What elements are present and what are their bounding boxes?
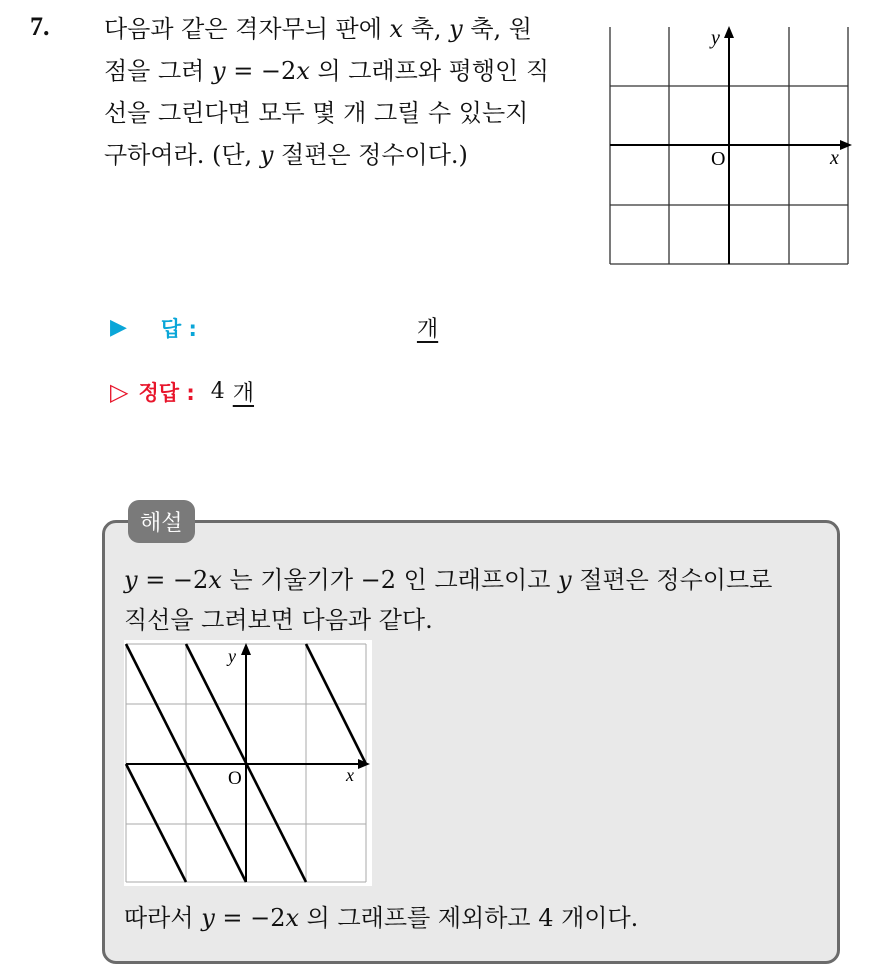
- math-variable: y: [212, 57, 226, 85]
- y-axis-label: y: [711, 27, 720, 49]
- correct-value: 4: [210, 379, 225, 404]
- question-line: [104, 92, 588, 134]
- answer-input[interactable]: [197, 313, 417, 343]
- correct-unit: 개: [232, 381, 255, 406]
- math-variable: y: [558, 566, 572, 594]
- text-segment: 절편은 정수이다.): [273, 141, 468, 169]
- text-segment: = −2: [214, 904, 286, 932]
- question-line: [104, 50, 588, 92]
- answer-unit: 개: [416, 317, 439, 342]
- explanation-conclusion: [124, 898, 638, 933]
- y-axis-label: y: [228, 646, 236, 666]
- y-axis-arrow-icon: [724, 26, 734, 38]
- text-segment: 점을 그려: [104, 57, 212, 85]
- text-segment: 절편은 정수이므로: [571, 566, 773, 594]
- solution-graph: [124, 640, 372, 886]
- text-segment: 의 그래프를 제외하고 4 개이다.: [299, 904, 639, 932]
- correct-arrow-icon: ▷: [110, 377, 129, 406]
- x-axis-arrow-icon: [840, 140, 852, 150]
- answer-arrow-icon: ▶: [110, 315, 127, 340]
- text-segment: 직선을 그려보면 다음과 같다.: [124, 606, 433, 634]
- math-variable: y: [259, 141, 274, 169]
- correct-answer-row: [110, 376, 254, 407]
- text-segment: 축,: [403, 15, 450, 43]
- question-text: [104, 8, 588, 176]
- math-variable: y: [124, 566, 138, 594]
- math-variable: x: [296, 57, 310, 85]
- explanation-tag: 해설: [128, 500, 195, 543]
- answer-row: [110, 312, 438, 343]
- math-variable: y: [449, 15, 463, 43]
- origin-label: O: [711, 148, 726, 170]
- answer-label: 답 :: [160, 316, 197, 341]
- text-segment: = −2: [225, 57, 297, 85]
- explanation-line: [124, 560, 772, 595]
- question-line: [104, 8, 588, 50]
- text-segment: 따라서: [124, 904, 202, 932]
- math-variable: x: [389, 15, 404, 43]
- text-segment: 의 그래프와 평행인 직: [309, 57, 550, 85]
- x-axis-label: x: [830, 147, 839, 169]
- math-variable: y: [201, 904, 215, 932]
- question-number: 7.: [30, 12, 50, 41]
- math-variable: x: [285, 904, 300, 932]
- math-variable: x: [208, 566, 222, 594]
- question-line: [104, 134, 588, 176]
- text-segment: 선을 그린다면 모두 몇 개 그릴 수 있는지: [104, 99, 529, 127]
- coordinate-grid: [608, 24, 856, 268]
- correct-label: 정답 :: [138, 380, 195, 405]
- text-segment: 는 기울기가 −2 인 그래프이고: [221, 566, 559, 594]
- text-segment: = −2: [137, 566, 209, 594]
- text-segment: 축, 원: [462, 15, 532, 43]
- origin-label: O: [228, 768, 242, 789]
- explanation-line: [124, 600, 433, 635]
- text-segment: 다음과 같은 격자무늬 판에: [104, 15, 390, 43]
- x-axis-label: x: [346, 765, 354, 785]
- text-segment: 구하여라. (단,: [104, 141, 260, 169]
